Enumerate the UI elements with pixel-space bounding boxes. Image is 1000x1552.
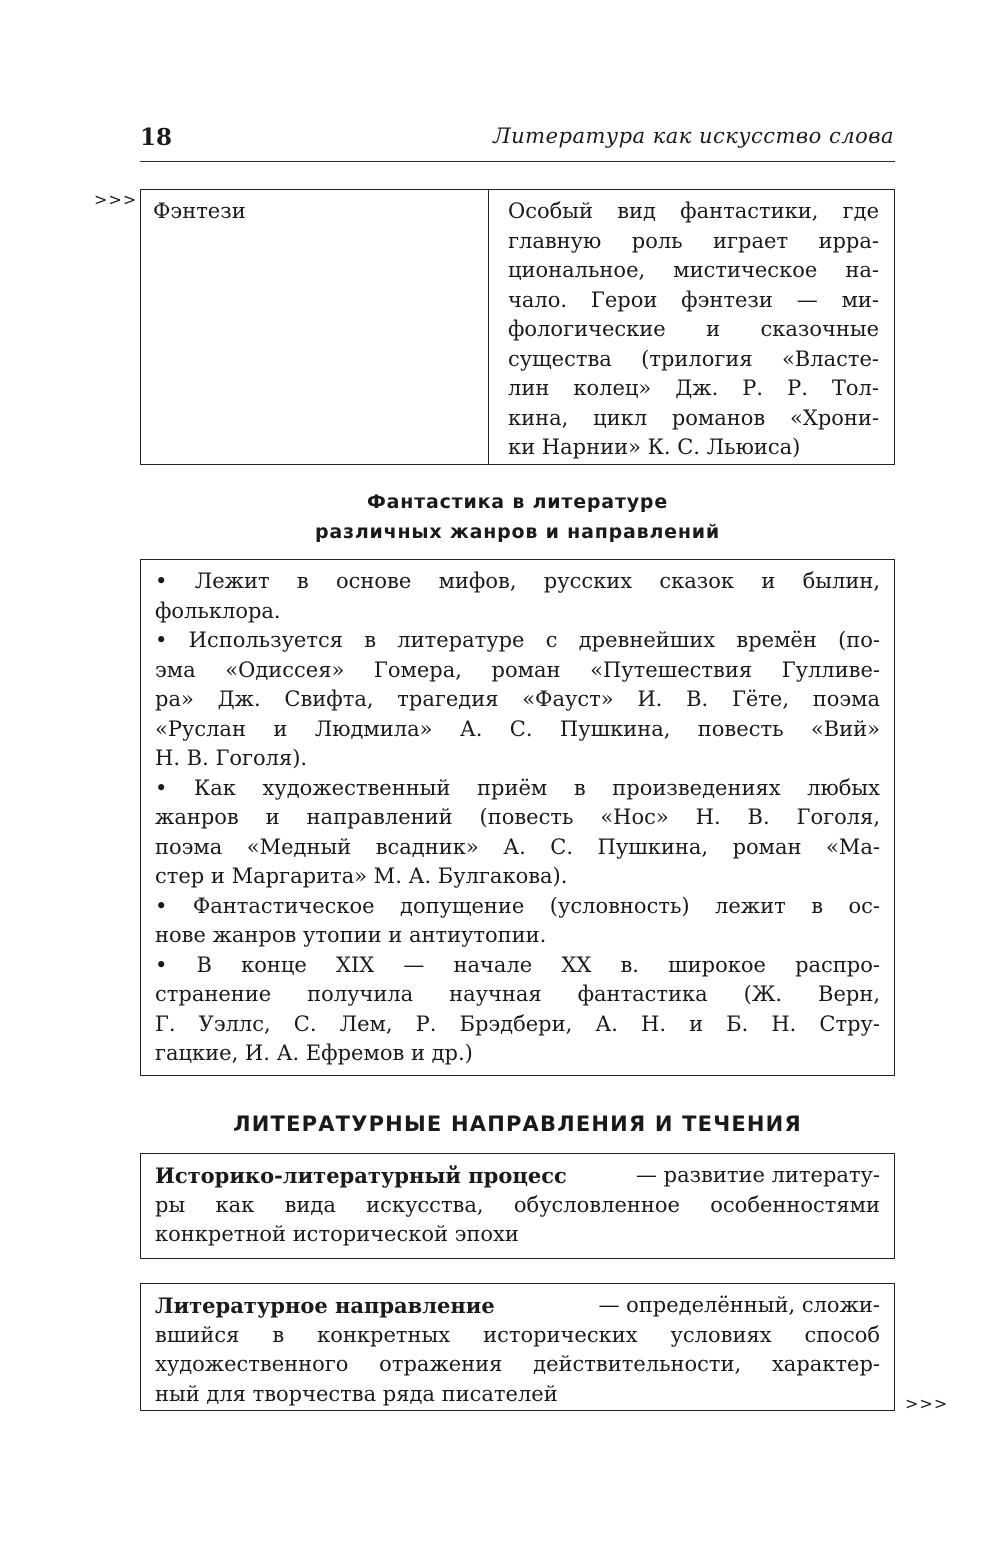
fantasy-heading-line-2: различных жанров и направлений [314, 521, 721, 543]
process-term [155, 1161, 567, 1192]
fantasy-line: ра» Дж. Свифта, трагедия «Фауст» И. В. Гёте, поэма [155, 687, 880, 711]
definition-line: существа (трилогия «Власте- [508, 346, 879, 371]
definition-line: лин колец» Дж. Р. Р. Тол- [508, 376, 879, 400]
movement-line: ный для творчества ряда писателей [155, 1381, 558, 1406]
movement-term [155, 1291, 495, 1322]
movement-line: вшийся в конкретных исторических условиях способ [155, 1322, 880, 1347]
movement-line-1-rest: — определённый, сложи- [598, 1293, 880, 1317]
running-title: Литература как искусство слова [493, 124, 894, 148]
fantasy-line: • В конце XIX — начале XX в. широкое распро- [155, 952, 880, 977]
process-line: конкретной исторической эпохи [155, 1222, 519, 1246]
fantasy-line: Г. Уэллс, С. Лем, Р. Брэдбери, А. Н. и Б. Н. Стру- [155, 1011, 880, 1036]
definition-cell [488, 189, 895, 465]
continued-from-marker: >>> [94, 190, 138, 209]
movement-term-bold: Литературное направление [155, 1293, 495, 1318]
fantasy-line: фольклора. [155, 598, 281, 623]
definition-line: ки Нарнии» К. С. Льюиса) [508, 435, 801, 459]
fantasy-line: • Используется в литературе с древнейших времён (по- [155, 628, 880, 652]
definition-line: Особый вид фантастики, где [508, 199, 879, 223]
fantasy-line: • Лежит в основе мифов, русских сказок и былин, [155, 569, 880, 593]
term-fantasy: Фэнтези [153, 199, 246, 223]
continues-on-next-page-marker: >>> [905, 1394, 949, 1413]
definition-line: главную роль играет ирра- [508, 228, 879, 253]
fantasy-line: странение получила научная фантастика (Ж. Верн, [155, 982, 880, 1006]
fantasy-line: поэма «Медный всадник» А. С. Пушкина, роман «Ма- [155, 834, 880, 859]
definition-line: фологические и сказочные [508, 317, 879, 341]
process-line: ры как вида искусства, обусловленное особенностями [155, 1192, 880, 1217]
movement-definition-box [140, 1283, 895, 1411]
fantasy-line: Н. В. Гоголя). [155, 746, 308, 770]
fantasy-line: гацкие, И. А. Ефремов и др.) [155, 1041, 473, 1065]
page-number: 18 [140, 124, 173, 151]
fantasy-line: • Как художественный приём в произведениях любых [155, 775, 880, 800]
definition-line: чало. Герои фэнтези — ми- [508, 287, 879, 312]
term-cell [140, 189, 489, 465]
fantasy-line: нове жанров утопии и антиутопии. [155, 923, 547, 947]
fantasy-heading-line-1: Фантастика в литературе [366, 491, 668, 513]
fantasy-line: жанров и направлений (повесть «Нос» Н. В. Гоголя, [155, 805, 880, 829]
fantasy-line: «Руслан и Людмила» А. С. Пушкина, повесть «Вий» [155, 716, 880, 741]
process-definition-box [140, 1153, 895, 1259]
process-line-1-rest: — развитие литерату- [635, 1163, 880, 1187]
fantasy-line: • Фантастическое допущение (условность) лежит в ос- [155, 893, 880, 918]
movements-heading: ЛИТЕРАТУРНЫЕ НАПРАВЛЕНИЯ И ТЕЧЕНИЯ [233, 1112, 802, 1136]
fantasy-line: стер и Маргарита» М. А. Булгакова). [155, 864, 568, 888]
definition-line: циональное, мистическое на- [508, 258, 879, 282]
fantasy-points-box [140, 559, 895, 1076]
process-term-bold: Историко-литературный процесс [155, 1163, 567, 1188]
movement-line: художественного отражения действительности, характер- [155, 1352, 880, 1376]
fantasy-line: эма «Одиссея» Гомера, роман «Путешествия Гулливе- [155, 657, 880, 682]
header-rule [140, 161, 895, 162]
definition-line: кина, цикл романов «Хрони- [508, 405, 879, 430]
